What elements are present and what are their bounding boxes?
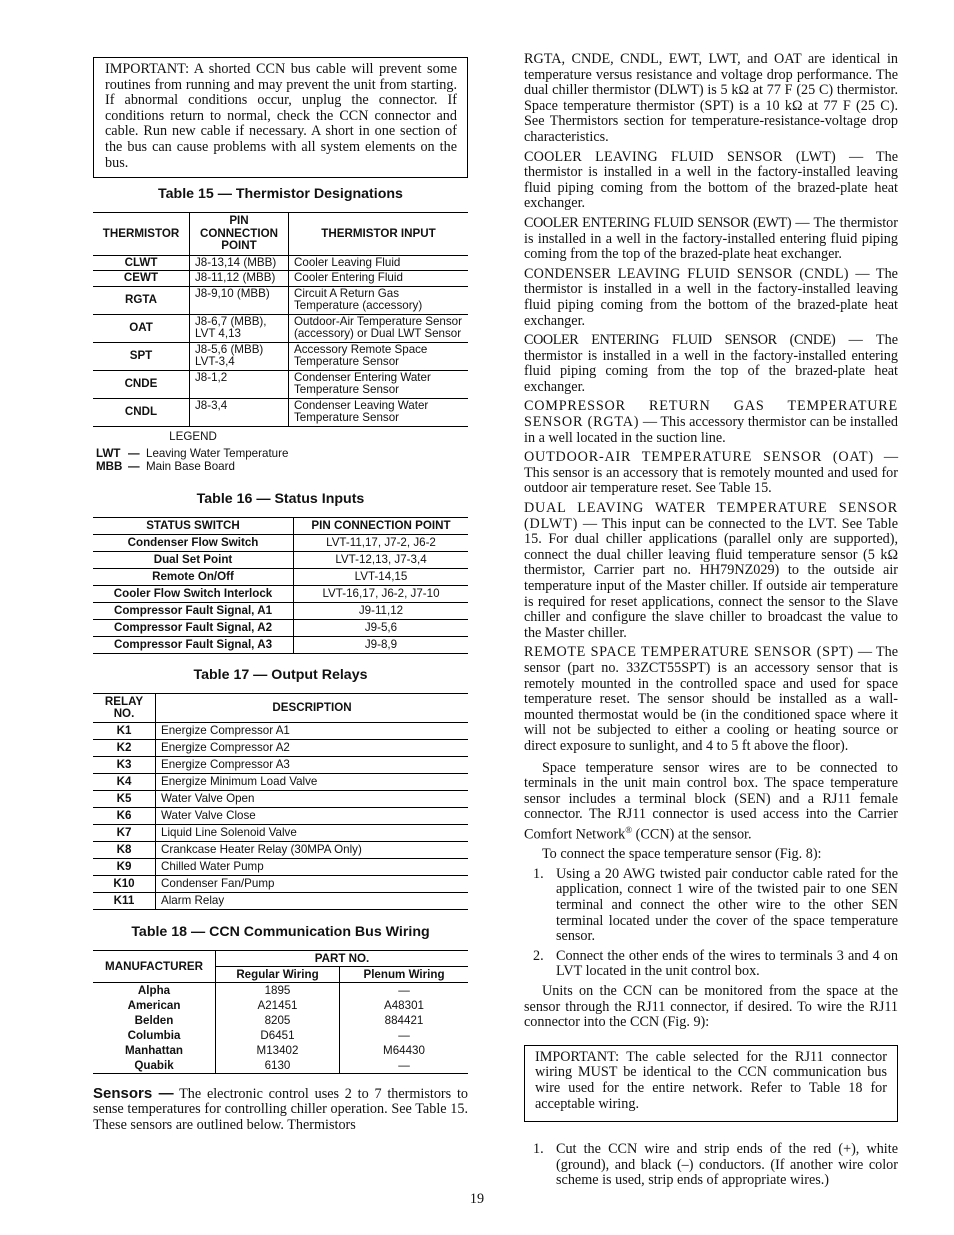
table-row: [93, 286, 468, 314]
table-cell: K3: [93, 756, 156, 773]
table-cell: J8-11,12 (MBB): [190, 271, 289, 287]
table-cell: CNDL: [93, 398, 190, 426]
table-cell: Outdoor-Air Temperature Sensor (accessory) or Dual LWT Sensor: [289, 314, 469, 342]
table-row: [93, 568, 468, 585]
table-cell: K4: [93, 773, 156, 790]
table-cell: J9-8,9: [294, 636, 469, 653]
table-row: [93, 722, 468, 739]
table-row: [93, 585, 468, 602]
legend-key: LWT: [96, 446, 121, 460]
table-cell: 8205: [216, 1013, 340, 1028]
table-cell: J8-13,14 (MBB): [190, 255, 289, 271]
table-row: [93, 398, 468, 426]
table-row: [93, 1028, 468, 1043]
table-cell: Liquid Line Solenoid Valve: [156, 824, 469, 841]
legend-item: [93, 460, 468, 473]
table-cell: —: [398, 1058, 410, 1072]
list-text: Using a 20 AWG twisted pair conductor cable rated for the application, connect 1 wire of the twisted pair to one SEN terminal and connect the other wire to the other SEN terminal located under the cover of the space temperature sensor.: [556, 865, 898, 945]
space-wires-text-end: (CCN) at the sensor.: [632, 826, 752, 843]
table-16-status-inputs: [93, 517, 468, 654]
table-cell: J9-5,6: [294, 619, 469, 636]
paragraph-spt: [524, 645, 898, 754]
table-15-thermistor-designations: [93, 212, 468, 427]
table-cell: J8-1,2: [190, 370, 289, 398]
table-row: [93, 756, 468, 773]
table-cell: J8-6,7 (MBB), LVT 4,13: [190, 314, 289, 342]
legend-key: MBB: [96, 459, 123, 473]
table-row: [93, 636, 468, 653]
table-row: [93, 370, 468, 398]
page-number: 19: [469, 1191, 485, 1207]
table-header: PIN CONNECTION POINT: [190, 213, 289, 256]
table-row: [93, 998, 468, 1013]
list-text: Cut the CCN wire and strip ends of the red (+), white (ground), and black (–) conductors. (If another wire color scheme is used, strip ends of appropriate wires.): [556, 1141, 898, 1189]
table-cell: Cooler Leaving Fluid: [289, 255, 469, 271]
table-cell: 1895: [216, 982, 340, 998]
list-number: 1.: [533, 865, 544, 882]
legend-item: [93, 447, 468, 460]
table-header: PART NO.: [216, 950, 469, 966]
spt-text: — The sensor (part no. 33ZCT55SPT) is an accessory sensor that is remotely mounted in the controlled space and used for space temperature reset. The sensor should be installed as a wall-mounted thermostat would be (in the conditioned space where it will not be subjected to either a cooling or heating source or direct exposure to sunlight, and 4 to 5 ft above the floor).: [524, 644, 898, 754]
table-15-caption: Table 15 — Thermistor Designations: [158, 186, 403, 203]
cndl-heading: CONDENSER LEAVING FLUID SENSOR (CNDL): [524, 265, 849, 282]
paragraph-rgta: [524, 399, 898, 446]
table-header: RELAY NO.: [93, 693, 156, 722]
table-cell: K8: [93, 841, 156, 858]
legend-value: Leaving Water Temperature: [146, 446, 289, 460]
cnde-text: — The thermistor is installed in a well in the factory-installed entering fluid piping coming from the top of the brazed-plate heat exchanger.: [524, 332, 898, 395]
table-cell: Columbia: [93, 1028, 216, 1043]
left-column: [93, 57, 468, 1137]
rgta-heading: COMPRESSOR RETURN GAS TEMPERATURE SENSOR (RGTA): [524, 398, 898, 431]
table-row: [93, 602, 468, 619]
table-row: [93, 807, 468, 824]
table-cell: American: [93, 998, 216, 1013]
table-cell: Compressor Fault Signal, A1: [93, 602, 294, 619]
table-cell: LVT-12,13, J7-3,4: [294, 551, 469, 568]
table-cell: Water Valve Close: [156, 807, 469, 824]
table-cell: Condenser Flow Switch: [93, 534, 294, 551]
rgta-text: — This accessory thermistor can be installed in a well located in the suction line.: [524, 414, 898, 446]
table-row: [93, 773, 468, 790]
table-row: [93, 619, 468, 636]
paragraph-cndl: [524, 267, 898, 329]
table-cell: LVT-11,17, J7-2, J6-2: [294, 534, 469, 551]
table-row: [93, 534, 468, 551]
cnde-heading: COOLER ENTERING FLUID SENSOR (CNDE): [524, 332, 836, 349]
table-row: [93, 551, 468, 568]
table-cell: K6: [93, 807, 156, 824]
paragraph-lwt: [524, 150, 898, 212]
table-cell: Water Valve Open: [156, 790, 469, 807]
legend-title: LEGEND: [169, 429, 217, 443]
spt-heading: REMOTE SPACE TEMPERATURE SENSOR (SPT): [524, 644, 854, 661]
paragraph-dlwt: [524, 501, 898, 641]
table-header: Plenum Wiring: [363, 967, 445, 981]
paragraph-oat: [524, 450, 898, 497]
table-cell: Belden: [93, 1013, 216, 1028]
table-row: [93, 342, 468, 370]
table-cell: SPT: [93, 342, 190, 370]
ewt-heading: COOLER ENTERING FLUID SENSOR (EWT): [524, 214, 792, 231]
table-row: [93, 841, 468, 858]
dlwt-text: — This input can be connected to the LVT. See Table 15. For dual chiller applications (parallel only are supported), connect the dual chiller leaving fluid temperature sensor (5 kΩ thermistor, Carrier part no. HH79NZ029) to the outside air temperature input of the Master chiller. If outside air temperature is required for reset applications, connect the sensor to the Slave chiller and configure the slave chiller to broadcast the value to the Master chiller.: [524, 515, 898, 641]
list-number: 2.: [533, 947, 544, 964]
table-cell: 6130: [216, 1058, 340, 1074]
ewt-text: — The thermistor is installed in a well in the factory-installed entering fluid piping coming from the top of the brazed-plate heat exchanger.: [524, 214, 899, 263]
table-cell: Crankcase Heater Relay (30MPA Only): [156, 841, 469, 858]
table-row: [93, 824, 468, 841]
table-cell: K5: [93, 790, 156, 807]
cndl-text: — The thermistor is installed in a well in the factory-installed leaving fluid piping coming from the bottom of the brazed-plate heat exchanger.: [524, 265, 898, 329]
table-cell: Condenser Leaving Water Temperature Sensor: [289, 398, 469, 426]
list-item: [533, 1142, 898, 1189]
legend-value: Main Base Board: [146, 459, 235, 473]
table-15-legend: [93, 430, 468, 473]
table-cell: K9: [93, 858, 156, 875]
dlwt-heading: DUAL LEAVING WATER TEMPERATURE SENSOR (DLWT): [524, 500, 898, 532]
paragraph-ewt: [524, 216, 898, 263]
table-cell: Manhattan: [93, 1043, 216, 1058]
table-16-caption: Table 16 — Status Inputs: [196, 490, 365, 507]
table-row: [93, 314, 468, 342]
table-header: MANUFACTURER: [93, 950, 216, 982]
paragraph-cnde: [524, 333, 898, 395]
lwt-heading: COOLER LEAVING FLUID SENSOR (LWT): [524, 148, 836, 165]
oat-text: — This sensor is an accessory that is remotely mounted and used for outdoor air temperature reset. See Table 15.: [524, 449, 898, 497]
table-cell: LVT-16,17, J6-2, J7-10: [294, 585, 469, 602]
table-row: [93, 739, 468, 756]
paragraph-thermistor-identical: RGTA, CNDE, CNDL, EWT, LWT, and OAT are identical in temperature versus resistance and voltage drop performance. The dual chiller thermistor (DLWT) is 5 kΩ at 77 F (25 C) thermistor. Space temperature thermistor (SPT) is a 10 kΩ at 77 F (25 C). See Thermistors section for temperature-resistance-voltage drop characteristics.: [524, 51, 898, 145]
table-cell: Dual Set Point: [93, 551, 294, 568]
table-cell: Energize Minimum Load Valve: [156, 773, 469, 790]
table-cell: CNDE: [93, 370, 190, 398]
table-cell: J8-3,4: [190, 398, 289, 426]
paragraph-space-sensor-wires: [524, 761, 898, 844]
table-row: [93, 875, 468, 892]
table-cell: Quabik: [93, 1058, 216, 1074]
table-cell: M13402: [216, 1043, 340, 1058]
table-cell: RGTA: [93, 286, 190, 314]
table-cell: Energize Compressor A3: [156, 756, 469, 773]
table-cell: Cooler Entering Fluid: [289, 271, 469, 287]
table-cell: Circuit A Return Gas Temperature (accessory): [289, 286, 469, 314]
table-cell: Energize Compressor A2: [156, 739, 469, 756]
table-header: DESCRIPTION: [272, 701, 352, 715]
table-cell: Cooler Flow Switch Interlock: [93, 585, 294, 602]
table-cell: LVT-14,15: [294, 568, 469, 585]
table-cell: A48301: [384, 998, 424, 1012]
table-header: Regular Wiring: [216, 966, 340, 982]
table-cell: M64430: [383, 1043, 425, 1057]
table-cell: K1: [93, 722, 156, 739]
table-row: [93, 255, 468, 271]
registered-mark: ®: [625, 824, 633, 835]
table-cell: —: [398, 983, 410, 997]
oat-heading: OUTDOOR-AIR TEMPERATURE SENSOR (OAT): [524, 449, 874, 466]
table-cell: OAT: [93, 314, 190, 342]
table-17-caption: Table 17 — Output Relays: [193, 666, 368, 683]
important-note-ccn-short: IMPORTANT: A shorted CCN bus cable will prevent some routines from running and may prevent the unit from starting. If abnormal conditions occur, unplug the connector. If conditions return to normal, check the CCN connector and cable. Run new cable if necessary. A short in one section of the bus can cause problems with all system elements on the bus.: [93, 57, 468, 178]
table-cell: J8-9,10 (MBB): [190, 286, 289, 314]
table-cell: Condenser Fan/Pump: [156, 875, 469, 892]
table-row: [93, 892, 468, 909]
table-cell: D6451: [216, 1028, 340, 1043]
list-text: Connect the other ends of the wires to terminals 3 and 4 on LVT located in the unit control box.: [556, 947, 898, 980]
table-cell: Accessory Remote Space Temperature Sensor: [289, 342, 469, 370]
sensors-heading: Sensors —: [93, 1084, 174, 1102]
table-cell: K2: [93, 739, 156, 756]
table-18-ccn-bus-wiring: [93, 950, 468, 1074]
sensors-paragraph: [93, 1086, 468, 1134]
paragraph-connect-sensor: To connect the space temperature sensor (Fig. 8):: [542, 846, 822, 863]
table-18-caption: Table 18 — CCN Communication Bus Wiring: [131, 923, 430, 940]
table-cell: J9-11,12: [294, 602, 469, 619]
table-header: THERMISTOR: [93, 213, 190, 256]
table-row: [93, 1013, 468, 1028]
table-cell: CEWT: [93, 271, 190, 287]
list-number: 1.: [533, 1141, 544, 1158]
table-cell: Compressor Fault Signal, A3: [93, 636, 294, 653]
table-cell: Chilled Water Pump: [156, 858, 469, 875]
legend-dash: —: [128, 446, 140, 460]
table-row: [93, 982, 468, 998]
table-cell: Condenser Entering Water Temperature Sensor: [289, 370, 469, 398]
table-row: [93, 1058, 468, 1074]
table-cell: A21451: [216, 998, 340, 1013]
right-column: [524, 52, 898, 1193]
table-header: PIN CONNECTION POINT: [311, 518, 451, 532]
table-cell: Alpha: [93, 982, 216, 998]
table-cell: —: [398, 1028, 410, 1042]
list-item: [533, 867, 898, 945]
table-cell: CLWT: [93, 255, 190, 271]
table-cell: 884421: [384, 1013, 424, 1027]
table-cell: Compressor Fault Signal, A2: [93, 619, 294, 636]
table-header: THERMISTOR INPUT: [321, 226, 436, 240]
sensors-text: The electronic control uses 2 to 7 thermistors to sense temperatures for controlling chiller operation. See Table 15. These sensors are outlined below. Thermistors: [93, 1085, 468, 1133]
table-cell: Remote On/Off: [93, 568, 294, 585]
table-row: [93, 271, 468, 287]
table-row: [93, 1043, 468, 1058]
paragraph-units-monitored: Units on the CCN can be monitored from the space at the sensor through the RJ11 connector, if desired. To wire the RJ11 connector into the CCN (Fig. 9):: [524, 982, 898, 1031]
table-row: [93, 790, 468, 807]
table-cell: K10: [93, 875, 156, 892]
table-17-output-relays: [93, 693, 468, 910]
table-cell: K7: [93, 824, 156, 841]
important-note-rj11-cable: IMPORTANT: The cable selected for the RJ11 connector wiring MUST be identical to the CCN communication bus wire used for the entire network. Refer to Table 18 for acceptable wiring.: [524, 1045, 898, 1122]
legend-dash: —: [128, 459, 140, 473]
table-cell: J8-5,6 (MBB) LVT-3,4: [190, 342, 289, 370]
table-row: [93, 858, 468, 875]
list-item: [533, 949, 898, 980]
space-wires-text: Space temperature sensor wires are to be connected to terminals in the unit main control box. The space temperature sensor includes a terminal block (SEN) and a RJ11 female connector. The RJ11 connector is used access into the Carrier Comfort Network: [524, 759, 898, 843]
table-cell: K11: [93, 892, 156, 909]
table-cell: Alarm Relay: [156, 892, 469, 909]
table-cell: Energize Compressor A1: [156, 722, 469, 739]
table-15-body: [93, 255, 468, 426]
table-header: STATUS SWITCH: [93, 517, 294, 534]
lwt-text: — The thermistor is installed in a well in the factory-installed leaving fluid piping coming from the bottom of the brazed-plate heat exchanger.: [524, 148, 898, 212]
